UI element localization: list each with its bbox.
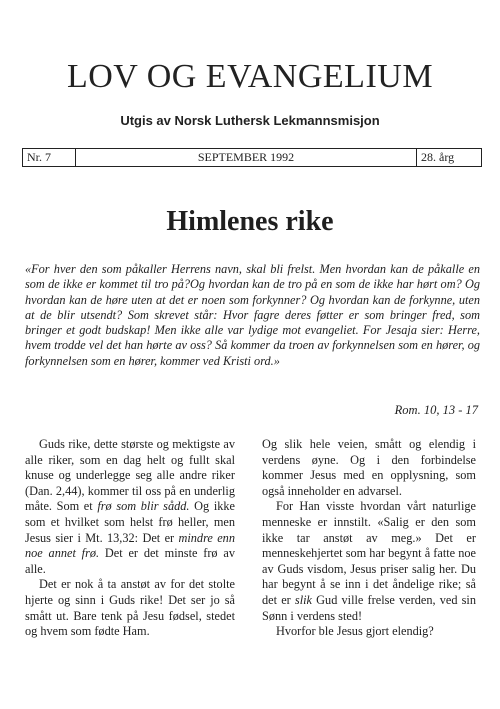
paragraph-text: Og ikke som et hvilket som helst frø heller, men Jesus sier i Mt. 13,32: Det er — [25, 499, 235, 545]
emphasis-text: frø som blir sådd. — [97, 499, 190, 514]
masthead-title: LOV OG EVANGELIUM — [66, 58, 434, 95]
issue-number: Nr. 7 — [23, 149, 76, 166]
paragraph: Det er nok å ta anstøt av for det stolte hjerte og sinn i Guds rike! Det ser jo så smått ut. Bare tenk på Jesu fødsel, stedet og hvem som fødte Ham. — [25, 577, 235, 639]
article-column-right — [262, 437, 476, 640]
article-column-left — [25, 437, 235, 640]
issue-info-bar — [22, 148, 482, 167]
paragraph-text: Gud ville frelse verden, ved sin Sønn i verdens sted! — [262, 592, 476, 623]
paragraph — [25, 437, 235, 577]
paragraph-text: Det er det minste frø av alle. — [25, 546, 235, 576]
emphasis-text: slik — [294, 592, 312, 607]
paragraph-text: Guds rike, dette største og mektigste av alle riker, som en dag helt og fullt skal knuse og underlegge seg alle andre riker (Dan. 2,44), kommer til oss på en underlig måte. Som et — [25, 437, 235, 514]
emphasis-text: mindre enn noe annet frø. — [25, 530, 235, 561]
issue-date: SEPTEMBER 1992 — [197, 150, 295, 164]
paragraph — [262, 499, 476, 624]
paragraph: Hvorfor ble Jesus gjort elendig? — [276, 624, 434, 639]
scripture-reference: Rom. 10, 13 - 17 — [394, 403, 478, 417]
scripture-quote: «For hver den som påkaller Herrens navn, skal bli frelst. Men hvordan kan de påkalle en som de ikke er kommet til tro på?Og hvordan kan de tro på en som de ikke har hørt om? Og hvordan kan de høre uten at det er noen som forkynner? Og hvordan kan de forkynne, uten at de blir utsendt? Som skrevet står: Hvor fagre deres føtter er som bringer fred, som bringer et godt budskap! Men ikke alle var lydige mot evangeliet. For Jesaja sier: Herre, hvem trodde vel det han hørte av oss? Så kommer da troen av forkynnelsen som en hører, og forkynnelsen som en hører, kommer ved Kristi ord.» — [25, 262, 480, 368]
article-title: Himlenes rike — [166, 206, 334, 237]
volume-year: 28. årg — [416, 149, 481, 166]
masthead-subtitle: Utgis av Norsk Luthersk Lekmannsmisjon — [120, 113, 380, 128]
paragraph: Og slik hele veien, smått og elendig i verdens øyne. Og i den forbindelse kommer Jesus med en opplysning, som også inneholder en advarsel. — [262, 437, 476, 498]
paragraph-text: For Han visste hvordan vårt naturlige menneske er innstilt. «Salig er den som ikke tar anstøt av meg.» Det er menneskehjertet som har begynt å fatte noe av Guds visdom, Jesus priser salig her. Du har begynt å se inn i det åndelige rike; så det er — [262, 499, 476, 607]
